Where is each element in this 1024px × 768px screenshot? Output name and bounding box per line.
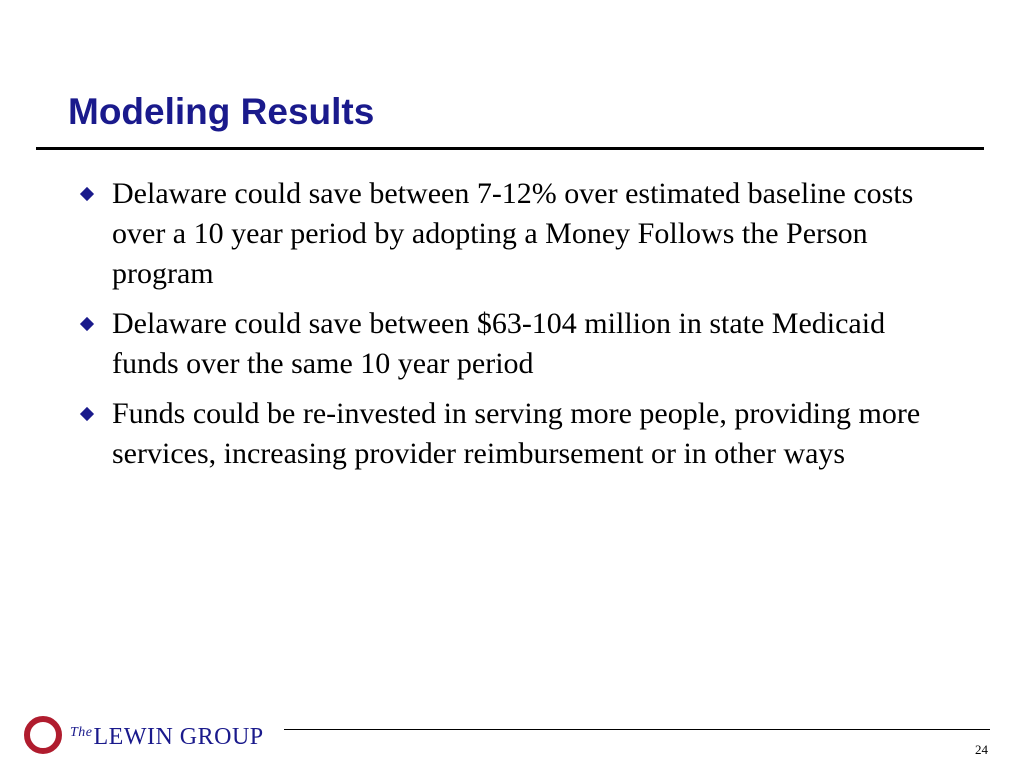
diamond-bullet-icon [80, 407, 94, 421]
diamond-bullet-icon [80, 187, 94, 201]
bullet-text: Delaware could save between $63-104 million in state Medicaid funds over the same 10 year period [112, 307, 886, 380]
bullet-text: Delaware could save between 7-12% over estimated baseline costs over a 10 year period by adopting a Money Follows the Person program [112, 177, 914, 290]
bullet-item [72, 304, 952, 384]
bullet-item [72, 394, 952, 474]
diamond-bullet-icon [80, 317, 94, 331]
lewin-group-logo [24, 714, 274, 760]
logo-name-text: LEWIN GROUP [93, 724, 264, 750]
footer-divider [284, 729, 990, 730]
title-divider [36, 147, 984, 150]
logo-wordmark [70, 718, 264, 752]
bullet-list [72, 174, 952, 484]
bullet-item [72, 174, 952, 294]
lewin-ring-logo-icon [24, 716, 62, 754]
bullet-text: Funds could be re-invested in serving more people, providing more services, increasing provider reimbursement or in other ways [112, 397, 921, 470]
slide-title: Modeling Results [68, 91, 375, 132]
page-number: 24 [975, 742, 988, 757]
logo-the-text: The [70, 725, 93, 740]
